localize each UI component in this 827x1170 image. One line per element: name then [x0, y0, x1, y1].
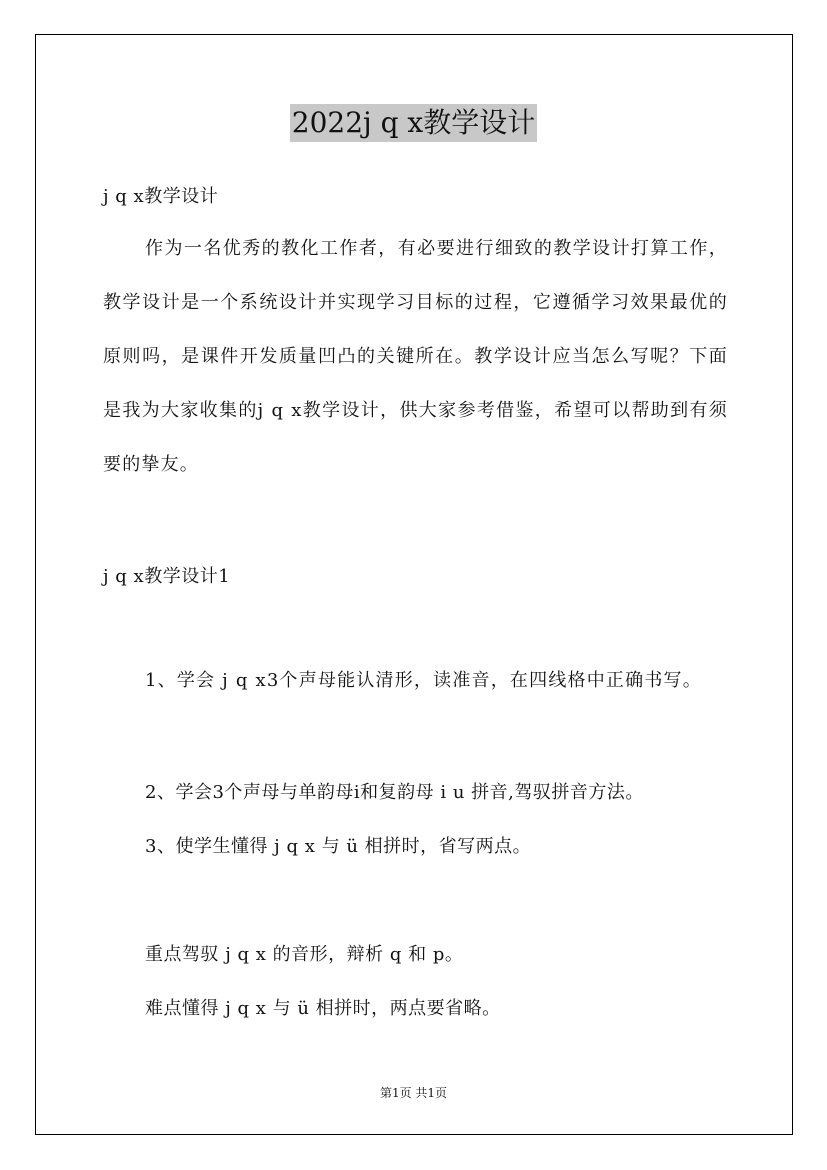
- goal-item-3: 3、使学生懂得 j q x 与 ü 相拼时，省写两点。: [145, 836, 532, 857]
- document-title: 2022j q x教学设计: [290, 104, 537, 142]
- difficulty-point: 难点懂得 j q x 与 ü 相拼时，两点要省略。: [145, 998, 501, 1019]
- section-heading: j q x教学设计1: [103, 566, 231, 587]
- goal-item-2: 2、学会3个声母与单韵母i和复韵母 i u 拼音,驾驭拼音方法。: [145, 782, 644, 803]
- document-subtitle: j q x教学设计: [103, 186, 219, 207]
- title-container: [0, 104, 827, 142]
- goal-item-1: 1、学会 j q x3个声母能认清形，读准音，在四线格中正确书写。: [145, 670, 702, 691]
- page-number: 第1页 共1页: [379, 1086, 448, 1100]
- key-point: 重点驾驭 j q x 的音形，辩析 q 和 p。: [145, 944, 464, 965]
- intro-paragraph: 作为一名优秀的教化工作者，有必要进行细致的教学设计打算工作，教学设计是一个系统设计并实现学习目标的过程，它遵循学习效果最优的原则吗，是课件开发质量凹凸的关键所在。教学设计应当怎么写呢？下面是我为大家收集的j q x教学设计，供大家参考借鉴，希望可以帮助到有须要的挚友。: [103, 238, 728, 475]
